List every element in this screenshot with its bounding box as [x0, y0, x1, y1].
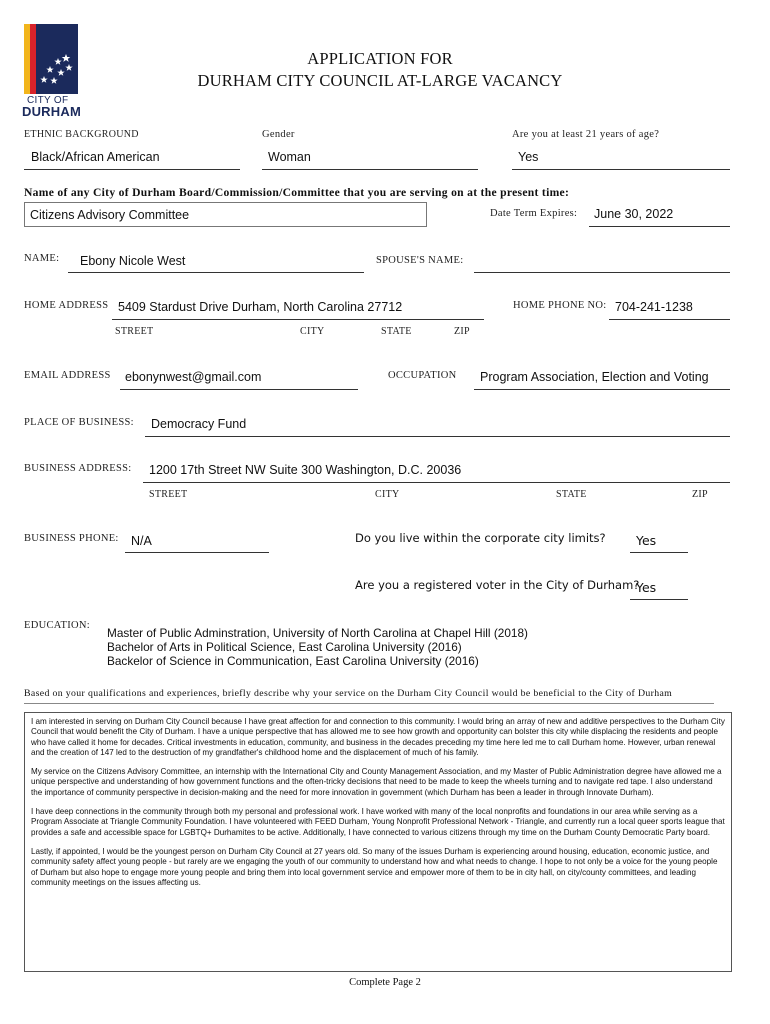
qualifications-prompt: Based on your qualifications and experiences, briefly describe why your service on the Durham City Council would be beneficial to the City of Durham [24, 688, 673, 699]
ethnic-background-label: ETHNIC BACKGROUND [24, 129, 139, 140]
occupation-field[interactable]: Program Association, Election and Voting [480, 370, 709, 384]
board-serving-label: Name of any City of Durham Board/Commission/Committee that you are serving on at the present time: [24, 186, 570, 199]
place-of-business-underline [145, 436, 730, 437]
gender-underline [262, 169, 478, 170]
business-phone-field[interactable]: N/A [131, 534, 152, 548]
essay-paragraph: I am interested in serving on Durham City Council because I have great affection for and connection to this community. I would bring an array of new and additive perspectives to the Durham City Council that would benefit the City of Durham. I have a unique perspective that has allowed me to see how growth and opportunity can bolster this city while displacing the residents and people who have called it home for decades. Critical investments in education, community, and business in the decades preceding my time here led me to call Durham home. However, urban renewal and the creation of 147 led to the destruction of my grandfather's childhood home and the displacement of much of his family. [31, 717, 725, 757]
footer-page-note: Complete Page 2 [349, 977, 421, 988]
board-serving-field: Citizens Advisory Committee [30, 208, 190, 222]
home-phone-field[interactable]: 704-241-1238 [615, 300, 693, 314]
place-of-business-label: PLACE OF BUSINESS: [24, 417, 134, 428]
name-label: NAME: [24, 253, 60, 264]
age-21-field[interactable]: Yes [518, 150, 539, 164]
name-underline [68, 272, 364, 273]
age-21-label: Are you at least 21 years of age? [512, 129, 660, 140]
logo-navy-block [36, 24, 78, 94]
registered-voter-field[interactable]: Yes [636, 580, 657, 595]
business-phone-label: BUSINESS PHONE: [24, 533, 119, 544]
ethnic-background-underline [24, 169, 240, 170]
star-icon [36, 24, 78, 94]
education-line: Backelor of Science in Communication, East Carolina University (2016) [107, 654, 479, 668]
spouse-name-label: SPOUSE'S NAME: [376, 255, 464, 266]
education-line: Master of Public Adminstration, University of North Carolina at Chapel Hill (2018) [107, 626, 528, 640]
home-address-underline [112, 319, 484, 320]
age-21-underline [512, 169, 730, 170]
business-address-underline [143, 482, 730, 483]
registered-voter-question: Are you a registered voter in the City of Durham? [355, 578, 640, 592]
ethnic-background-field[interactable]: Black/African American [31, 150, 160, 164]
name-field[interactable]: Ebony Nicole West [80, 254, 186, 268]
occupation-label: OCCUPATION [388, 370, 457, 381]
corporate-limits-field[interactable]: Yes [636, 533, 657, 548]
email-underline [120, 389, 358, 390]
term-expires-label: Date Term Expires: [490, 208, 578, 219]
corporate-limits-question: Do you live within the corporate city limits? [355, 531, 606, 545]
business-zip-sublabel: ZIP [692, 489, 708, 500]
home-zip-sublabel: ZIP [454, 326, 470, 337]
place-of-business-field[interactable]: Democracy Fund [151, 417, 247, 431]
term-expires-underline [589, 226, 730, 227]
essay-paragraph: I have deep connections in the community through both my personal and professional work. I have worked with many of the local nonprofits and foundations in our area while serving as a Program Associate at Triangle Community Foundation. I have volunteered with FEED Durham, Young Nonprofit Professional Network - Triangle, and currently run a local queer sports league that provides a safe and accessible space for LGBTQ+ Durhamites to be active. Additionally, I have connected to various citizens through my time on the Durham County Democratic Party board. [31, 807, 725, 837]
qualifications-divider [24, 703, 714, 704]
page-title [150, 48, 610, 92]
home-address-label: HOME ADDRESS [24, 300, 109, 311]
essay-paragraph: Lastly, if appointed, I would be the youngest person on Durham City Council at 27 years old. So many of the issues Durham is experiencing around housing, education, economic justice, and community safety affect young people - but rarely are we engaging the youth of our community to understand how and what needs to change. I hope to not only be a voice for the young people of Durham but also hope to engage more young people and bring them into local government service and empower more of them to be in city hall, on city/county committees, and leading community meetings on the issues affecting us. [31, 846, 718, 887]
education-line: Bachelor of Arts in Political Science, East Carolina University (2016) [107, 640, 462, 654]
education-label: EDUCATION: [24, 620, 90, 631]
title-line-1: APPLICATION FOR [307, 49, 453, 68]
logo-durham: DURHAM [22, 104, 81, 119]
business-phone-underline [125, 552, 269, 553]
email-label: EMAIL ADDRESS [24, 370, 111, 381]
business-address-label: BUSINESS ADDRESS: [24, 463, 132, 474]
home-street-sublabel: STREET [115, 326, 154, 337]
email-field[interactable]: ebonynwest@gmail.com [125, 370, 262, 384]
term-expires-field[interactable]: June 30, 2022 [594, 207, 674, 221]
home-city-sublabel: CITY [300, 326, 325, 337]
qualifications-essay-box[interactable] [24, 712, 732, 972]
business-street-sublabel: STREET [149, 489, 188, 500]
spouse-name-underline [474, 272, 730, 273]
home-address-field[interactable]: 5409 Stardust Drive Durham, North Carolina 27712 [118, 300, 403, 314]
logo-city-of: CITY OF [27, 95, 69, 106]
home-phone-label: HOME PHONE NO: [513, 300, 607, 311]
home-state-sublabel: STATE [381, 326, 412, 337]
registered-voter-underline [630, 599, 688, 600]
business-state-sublabel: STATE [556, 489, 587, 500]
gender-label: Gender [262, 129, 295, 140]
occupation-underline [474, 389, 730, 390]
title-line-2: DURHAM CITY COUNCIL AT-LARGE VACANCY [197, 71, 563, 90]
education-field[interactable] [107, 626, 528, 668]
business-address-field[interactable]: 1200 17th Street NW Suite 300 Washington, D.C. 20036 [149, 463, 462, 477]
gender-field[interactable]: Woman [268, 150, 311, 164]
essay-paragraph: My service on the Citizens Advisory Committee, an internship with the International City and County Management Association, and my Master of Public Administration degree have allowed me a unique perspective and understanding of how government functions and the often-tricky decisions that need to be made to keep the wheels turning and to navigate red tape. I also understand the importance of community perspective in decision-making and the need for more innovation in government (which Durham has been a leader in through Innovate Durham). [31, 767, 722, 797]
corporate-limits-underline [630, 552, 688, 553]
board-serving-box[interactable] [24, 202, 427, 227]
home-phone-underline [609, 319, 730, 320]
business-city-sublabel: CITY [375, 489, 400, 500]
